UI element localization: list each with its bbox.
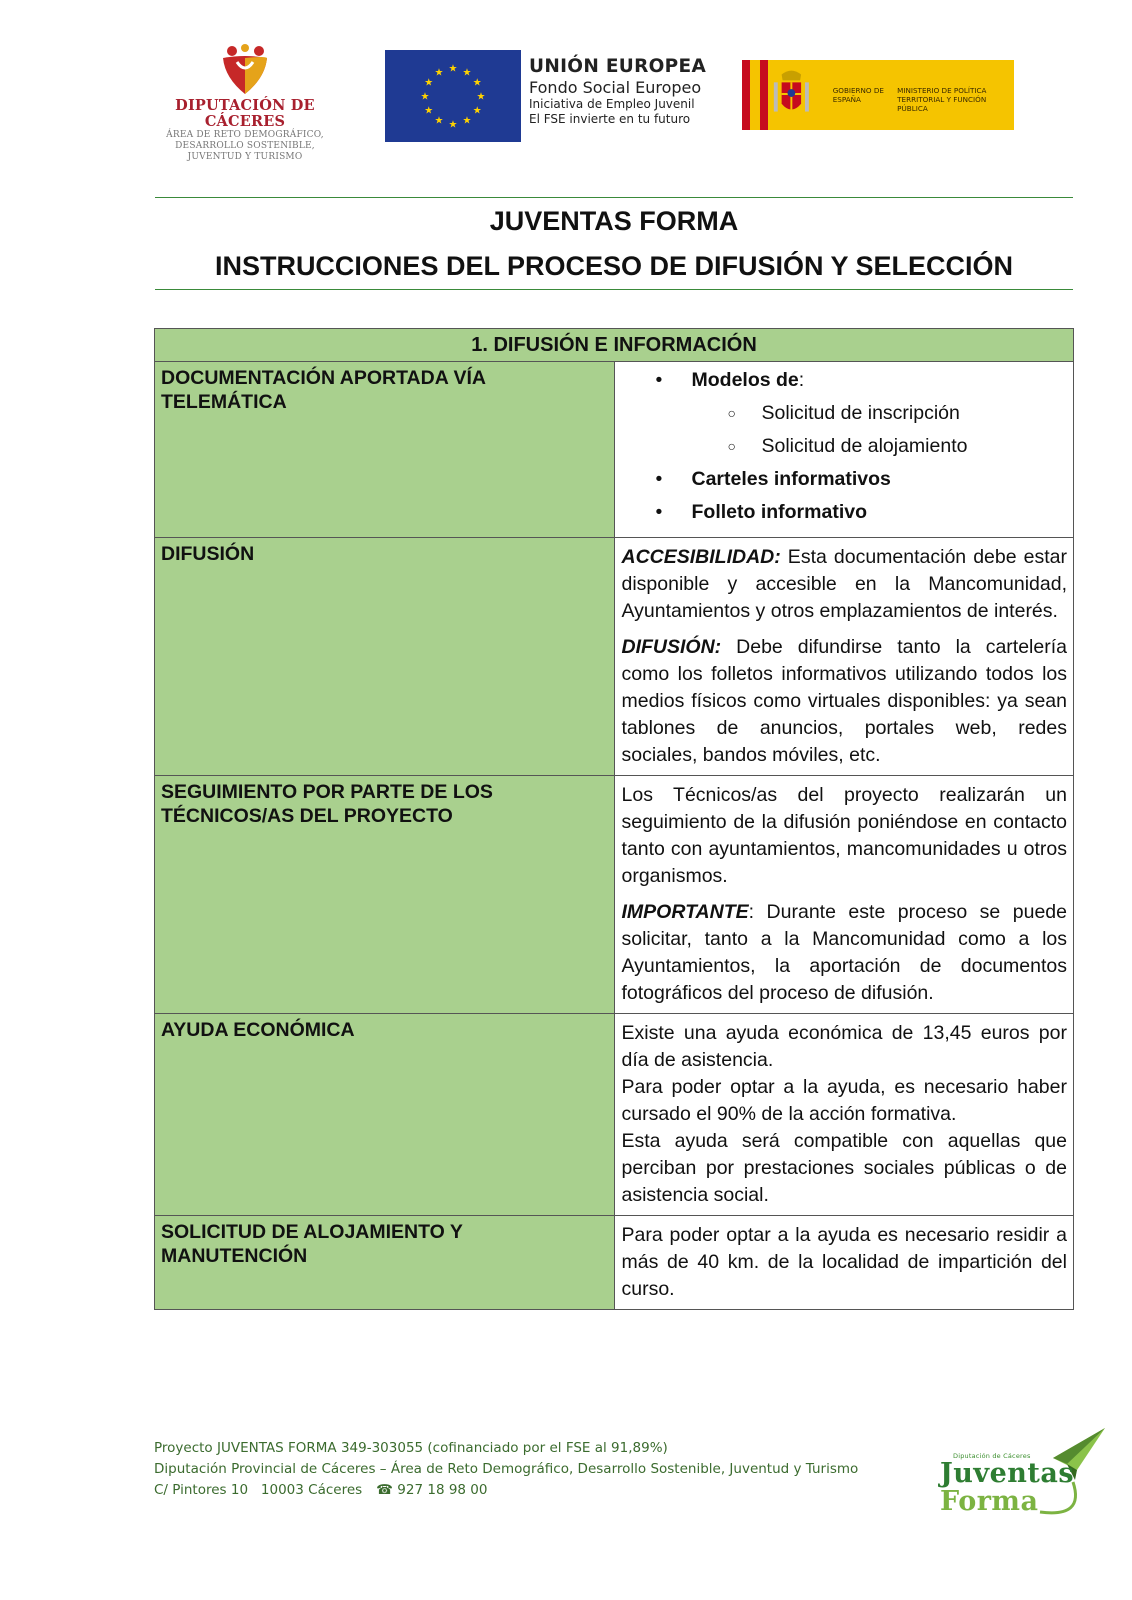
ue-title: UNIÓN EUROPEA [529,56,707,77]
ayuda-line3: Esta ayuda será compatible con aquellas que perciban por prestaciones sociales públicas o de asistencia social. [621,1130,1067,1206]
row-label-difusion: DIFUSIÓN [155,538,615,776]
diputacion-area-line1: ÁREA DE RETO DEMOGRÁFICO, [166,130,324,140]
footer-address: C/ Pintores 10 10003 Cáceres [154,1482,363,1498]
difusion-paragraph: DIFUSIÓN: Debe difundirse tanto la cartelería como los folletos informativos utilizando todos los medios físicos como virtuales disponibles: ya sean tablones de anuncios, portales web, redes sociales, bandos móviles, etc. [621,636,1067,766]
diputacion-logo [150,44,340,162]
ue-fondo: Fondo Social Europeo [529,78,702,97]
eu-star-icon: ★ [424,105,434,117]
eu-star-icon: ★ [448,63,458,75]
document-subtitle: INSTRUCCIONES DEL PROCESO DE DIFUSIÓN Y SELECCIÓN [214,251,1014,281]
juventas-forma-logo [935,1418,1115,1528]
eu-star-icon: ★ [462,115,472,127]
eu-star-icon: ★ [434,67,444,79]
row-label-alojamiento: SOLICITUD DE ALOJAMIENTO Y MANUTENCIÓN [155,1216,615,1310]
eu-star-icon: ★ [462,67,472,79]
diputacion-emblem-icon [215,44,275,96]
footer-phone: 927 18 98 00 [397,1482,488,1498]
accesibilidad-paragraph: ACCESIBILIDAD: Esta documentación debe estar disponible y accesible en la Mancomunidad, Ayuntamientos y otros emplazamientos de interés. [621,546,1067,622]
row-label-seguimiento: SEGUIMIENTO POR PARTE DE LOS TÉCNICOS/AS DEL PROYECTO [155,776,615,1014]
ayuda-line1: Existe una ayuda económica de 13,45 euros por día de asistencia. [621,1022,1067,1071]
eu-flag-icon [385,50,521,142]
table-row-ayuda [155,1014,1074,1216]
title-bottom-rule [155,289,1073,290]
difusion-table [154,328,1074,1310]
table-row-difusion [155,538,1074,776]
union-europea-logo [385,50,706,142]
diputacion-name: DIPUTACIÓN DE CÁCERES [175,97,315,130]
list-item-modelos: • Modelos de: ○ Solicitud de inscripción ○ Solicitud de alojamiento [656,364,1068,463]
gobierno-text: GOBIERNO DE ESPAÑA [832,86,884,104]
eu-star-icon: ★ [448,119,458,131]
documentacion-list [622,364,1068,529]
spain-flag-icon [742,60,768,130]
gobierno-espana-logo [742,60,1014,130]
eu-star-icon: ★ [476,91,486,103]
section-heading: 1. DIFUSIÓN E INFORMACIÓN [155,329,1074,362]
footer-contact-line [154,1480,874,1501]
footer [154,1438,874,1501]
ue-iniciativa: Iniciativa de Empleo Juvenil [529,97,695,111]
row-content-documentacion [614,362,1074,538]
eu-star-icon: ★ [434,115,444,127]
sublist-item-alojamiento: ○ Solicitud de alojamiento [728,430,1068,463]
title-top-rule [155,197,1073,198]
ue-lema: El FSE invierte en tu futuro [529,112,691,126]
coat-of-arms-icon [768,60,815,130]
importante-paragraph: IMPORTANTE: Durante este proceso se puede solicitar, tanto a la Mancomunidad como a los Ayuntamientos, la aportación de documentos fotográficos del proceso de difusión. [621,901,1067,1004]
document-title: JUVENTAS FORMA [489,206,739,236]
list-item-folleto: • Folleto informativo [656,496,1068,529]
seguimiento-paragraph: Los Técnicos/as del proyecto realizarán un seguimiento de la difusión poniéndose en contacto tanto con ayuntamientos, mancomunidades u otros organismos. [621,784,1067,887]
eu-star-icon: ★ [472,105,482,117]
row-label-documentacion: DOCUMENTACIÓN APORTADA VÍA TELEMÁTICA [155,362,615,538]
footer-entity-line: Diputación Provincial de Cáceres – Área de Reto Demográfico, Desarrollo Sostenible, Juventud y Turismo [154,1461,859,1477]
phone-icon: ☎ [376,1482,393,1498]
juventas-logo-word2: Forma [940,1486,1039,1517]
table-header-row [155,329,1074,362]
row-content-seguimiento [614,776,1074,1014]
footer-project-line: Proyecto JUVENTAS FORMA 349-303055 (cofinanciado por el FSE al 91,89%) [154,1440,668,1456]
list-item-carteles: • Carteles informativos [656,463,1068,496]
ayuda-line2: Para poder optar a la ayuda, es necesario haber cursado el 90% de la acción formativa. [621,1076,1067,1125]
sublist-item-inscripcion: ○ Solicitud de inscripción [728,397,1068,430]
row-content-ayuda [614,1014,1074,1216]
eu-star-icon: ★ [420,91,430,103]
diputacion-area-line2: DESARROLLO SOSTENIBLE, JUVENTUD Y TURISMO [175,141,315,162]
table-row-documentacion [155,362,1074,538]
row-content-difusion [614,538,1074,776]
table-row-seguimiento [155,776,1074,1014]
eu-star-icon: ★ [424,77,434,89]
juventas-logo-word1: Juventas [940,1458,1075,1489]
row-content-alojamiento: Para poder optar a la ayuda es necesario residir a más de 40 km. de la localidad de impartición del curso. [614,1216,1074,1310]
table-row-alojamiento [155,1216,1074,1310]
modelos-sublist [692,397,1068,463]
row-label-ayuda: AYUDA ECONÓMICA [155,1014,615,1216]
eu-star-icon: ★ [472,77,482,89]
juventas-logo-small-text: Diputación de Cáceres [953,1452,1031,1460]
ministerio-text: MINISTERIO DE POLÍTICA TERRITORIAL Y FUNCIÓN PÚBLICA [897,86,987,113]
